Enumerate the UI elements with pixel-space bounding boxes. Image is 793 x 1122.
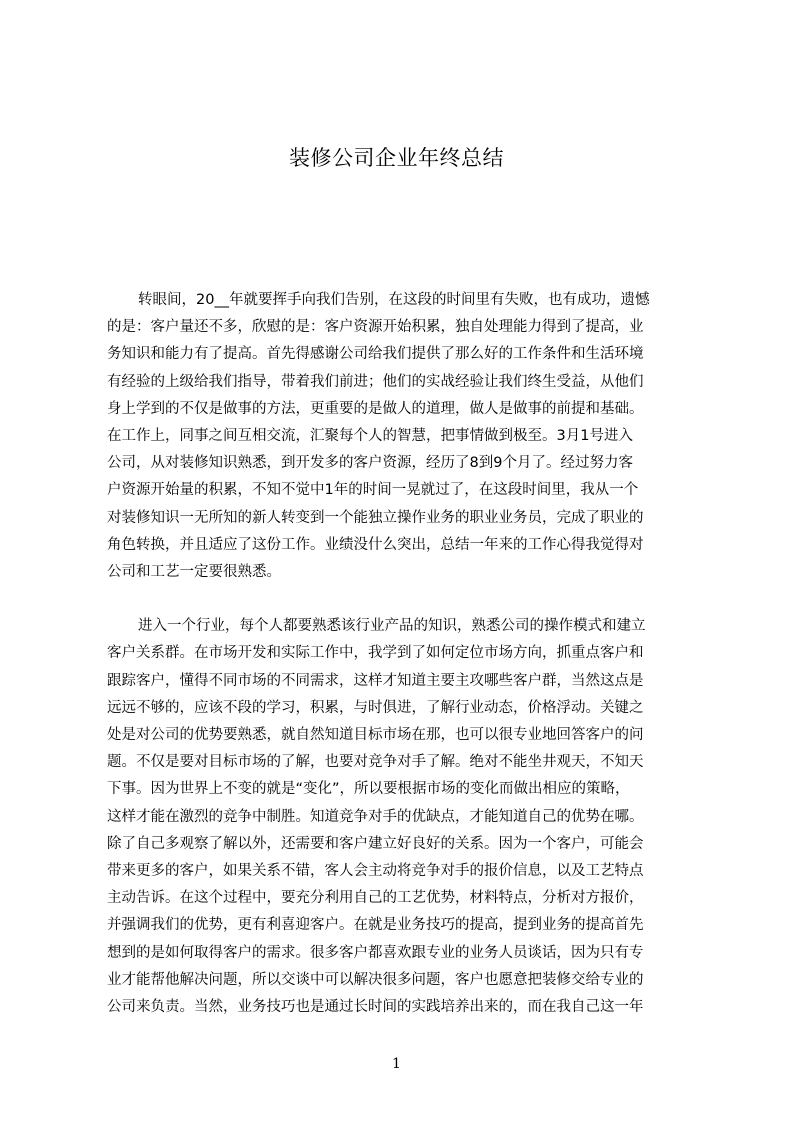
text-line: 公司和工艺一定要很熟悉。 — [107, 563, 281, 580]
text-line: 户资源开始量的积累，不知不觉中1年的时间一晃就过了，在这段时间里，我从一个 — [107, 482, 639, 499]
text-line: 除了自己多观察了解以外，还需要和客户建立好良好的关系。因为一个客户，可能会 — [107, 835, 644, 852]
text-line: 业才能帮他解决问题，所以交谈中可以解决很多问题，客户也愿意把装修交给专业的 — [107, 971, 644, 988]
paragraph-gap — [107, 586, 699, 613]
text-line: 客户关系群。在市场开发和实际工作中，我学到了如何定位市场方向，抓重点客户和 — [107, 645, 644, 662]
text-line: 的是：客户量还不多，欣慰的是：客户资源开始积累，独自处理能力得到了提高，业 — [107, 319, 644, 336]
text-line: 题。不仅是要对目标市场的了解，也要对竞争对手了解。绝对不能坐井观天，不知天 — [107, 754, 644, 771]
text-line: 在工作上，同事之间互相交流，汇聚每个人的智慧，把事情做到极至。3月1号进入 — [107, 427, 633, 444]
page-title: 装修公司企业年终总结 — [289, 146, 504, 170]
text-line: 跟踪客户，懂得不同市场的不同需求，这样才知道主要主攻哪些客户群，当然这点是 — [107, 672, 644, 689]
text-line: 主动告诉。在这个过程中，要充分利用自己的工艺优势，材料特点，分析对方报价， — [107, 890, 644, 907]
text-line: 角色转换，并且适应了这份工作。业绩没什么突出，总结一年来的工作心得我觉得对 — [107, 536, 644, 553]
text-line: 身上学到的不仅是做事的方法，更重要的是做人的道理，做人是做事的前提和基础。 — [107, 400, 644, 417]
text-line: 远远不够的，应该不段的学习，积累，与时俱进，了解行业动态，价格浮动。关键之 — [107, 699, 644, 716]
text-line: 这样才能在激烈的竞争中制胜。知道竞争对手的优缺点，才能知道自己的优势在哪。 — [107, 808, 644, 825]
text-line: 并强调我们的优势，更有利喜迎客户。在就是业务技巧的提高，提到业务的提高首先 — [107, 917, 644, 934]
text-line: 想到的是如何取得客户的需求。很多客户都喜欢跟专业的业务人员谈话，因为只有专 — [107, 944, 644, 961]
text-line: 有经验的上级给我们指导，带着我们前进；他们的实战经验让我们终生受益，从他们 — [107, 373, 644, 390]
text-line: 转眼间，20__年就要挥手向我们告别，在这段的时间里有失败，也有成功，遗憾 — [138, 292, 650, 308]
text-line: 进入一个行业，每个人都要熟悉该行业产品的知识，熟悉公司的操作模式和建立 — [138, 618, 646, 635]
body-text — [107, 287, 699, 1021]
text-line: 处是对公司的优势要熟悉，就自然知道目标市场在那，也可以很专业地回答客户的问 — [107, 727, 644, 743]
text-line: 下事。因为世界上不变的就是“变化”，所以要根据市场的变化而做出相应的策略， — [107, 781, 630, 798]
text-line: 务知识和能力有了提高。首先得感谢公司给我们提供了那么好的工作条件和生活环境 — [107, 346, 644, 363]
page-number: 1 — [392, 1056, 401, 1072]
text-line: 带来更多的客户，如果关系不错，客人会主动将竞争对手的报价信息，以及工艺特点 — [107, 862, 644, 879]
text-line: 对装修知识一无所知的新人转变到一个能独立操作业务的职业业务员，完成了职业的 — [107, 509, 644, 526]
text-line: 公司，从对装修知识熟悉，到开发多的客户资源，经历了8到9个月了。经过努力客 — [107, 455, 633, 472]
text-line: 公司来负责。当然，业务技巧也是通过长时间的实践培养出来的，而在我自己这一年 — [107, 998, 644, 1015]
